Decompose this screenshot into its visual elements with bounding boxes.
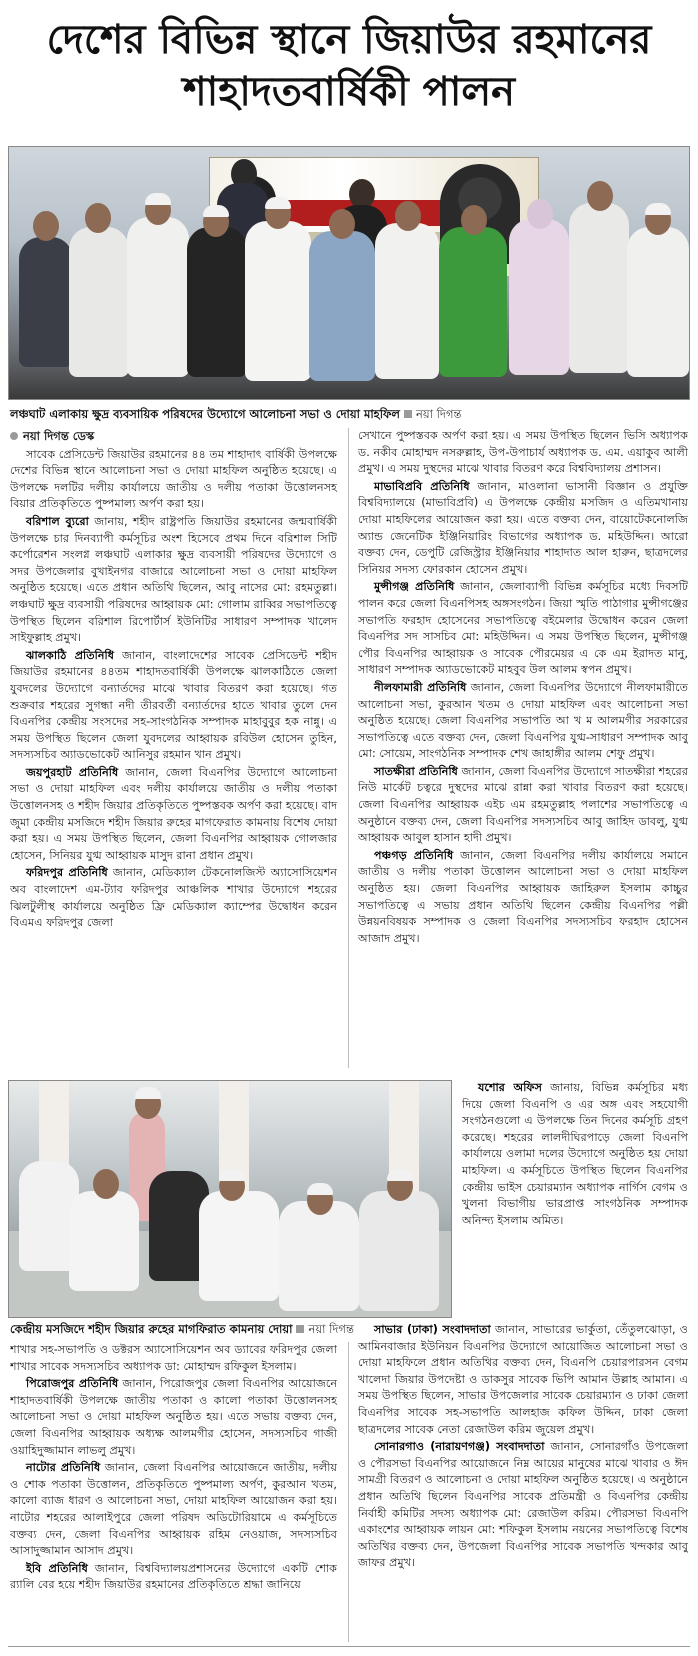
paragraph: ঝালকাঠি প্রতিনিধি জানান, বাংলাদেশের সাবেক প্রেসিডেন্ট শহীদ জিয়াউর রহমানের ৪৪তম শাহাদতবার্ষিকী উপলক্ষে ঝালকাঠিতে জেলা যুবদলের উদ্যোগে বন্যার্তদের মাঝে খাবার বিতরণ করা হয়েছে। গত শুক্রবার শহরের সুগন্ধা নদী তীরবর্তী বন্যার্তদের হাতে খাবার তুলে দেন বিএনপির কেন্দ্রীয় সংসদের সহ-সাংগঠনিক সম্পাদক মাহাবুবুর হক নান্নু। এ সময় উপস্থিত ছিলেন জেলা যুবদলের আহ্বায়ক রবিউল হোসেন তুহিন, সদস্যসচিব অ্যাডভোকেট আনিসুর রহমান খান প্রমুখ। (10, 648, 337, 762)
paragraph: নাটোর প্রতিনিধি জানান, জেলা বিএনপির আয়োজনে জাতীয়, দলীয় ও শোক পতাকা উত্তোলন, প্রতিকৃতিতে পুষ্পমাল্য অর্পণ, কুরআন খতম, কালো ব্যাজ ধারণ ও আলোচনা সভা, দোয়া মাহফিল আয়োজন করা হয়। নাটোর শহরের আলাইপুরে জেলা পরিষদ অডিটোরিয়ামে এ কর্মসূচিতে বক্তব্য দেন, জেলা বিএনপির আহ্বায়ক রহিম নেওয়াজ, সদস্যসচিব আসাদুজ্জামান আসাদ প্রমুখ। (10, 1461, 337, 1558)
headline (10, 14, 688, 118)
headline-line-2: শাহাদতবার্ষিকী পালন (182, 69, 516, 115)
paragraph: মুন্সীগঞ্জ প্রতিনিধি জানান, জেলাব্যাপী বিভিন্ন কর্মসূচির মধ্যে দিবসটি পালন করে জেলা বিএনপিসহ অঙ্গসংগঠন। জিয়া স্মৃতি পাঠাগার মুন্সীগঞ্জের সভাপতি ফরহাদ হোসেনের সভাপতিত্বে বইমেলার উদ্বোধন করেন জেলা বিএনপির সদ সাসচিব মো: মহিউদ্দিন। এ সময় উপস্থিত ছিলেন, মুন্সীগঞ্জ পৌর বিএনপির আহ্বায়ক ও সাবেক পৌরমেয়র এ কে এম ইরাদত মানু, সাধারণ সম্পাদক অ্যাডভোকেট মাহবুব উল আলম স্বপন প্রমুখ। (358, 580, 688, 677)
photo-mosque-prayer (8, 1080, 452, 1318)
column-divider (348, 1342, 349, 1642)
paragraph: বরিশাল ব্যুরো জানায়, শহীদ রাষ্ট্রপতি জিয়াউর রহমানের জন্মবার্ষিকী উপলক্ষে চার দিনব্যাপী কর্মসূচির অংশ হিসেবে প্রথম দিনে বরিশাল সিটি কর্পোরেশন সংলগ্ন লঞ্চঘাট এলাকার ক্ষুদ্র ব্যবসায়ী পরিষদের উদ্যোগে ও সদর উপজেলার বুখাইনগর বাজারে আলোচনা সভা ও দোয়া মাহফিল অনুষ্ঠিত হয়েছে। এতে প্রধান অতিথি ছিলেন, আবু নাসের মো: রহমতুল্লা। লঞ্চঘাট ক্ষুদ্র ব্যবসায়ী পরিষদের আহ্বায়ক মো: গোলাম রাব্বির সভাপতিত্বে উপস্থিত ছিলেন বরিশাল রিপোর্টার্স ইউনিটির সাধারণ সম্পাদক খালেদ সাইফুল্লাহ প্রমুখ। (10, 514, 337, 645)
paragraph: জয়পুরহাট প্রতিনিধি জানান, জেলা বিএনপির উদ্যোগে আলোচনা সভা ও দোয়া মাহফিল এবং দলীয় কার্যালয়ে জাতীয় ও দলীয় পতাকা উত্তোলনসহ ও শহীদ জিয়ার প্রতিকৃতিতে পুষ্পস্তবক অর্পণ করা হয়েছে। বাদ জুমা কেন্দ্রীয় মসজিদে শহীদ জিয়ার রুহের মাগফেরাত কামনায় বিশেষ দোয়া করা হয়। এ সময় উপস্থিত ছিলেন, জেলা বিএনপির আহ্বায়ক গোলজার হোসেন, সিনিয়র যুগ্ম আহ্বায়ক মাসুদ রানা প্রধান প্রমুখ। (10, 765, 337, 862)
paragraph: শাখার সহ-সভাপতি ও ডক্টরস অ্যাসোসিয়েশন অব ড্যাবের ফরিদপুর জেলা শাখার সাবেক সদস্যসচিব অধ্যাপক ডা: মোহাম্মদ রফিকুল ইসলাম। (10, 1343, 337, 1373)
paragraph: ফরিদপুর প্রতিনিধি জানান, মেডিক্যাল টেকনোলজিস্ট অ্যাসোসিয়েশন অব বাংলাদেশ এম-ট্যাব ফরিদপুর আঞ্চলিক শাখার উদ্যোগে শহরের ঝিলটুলীস্থ কার্যালয়ে অনুষ্ঠিত ফ্রি মেডিক্যাল ক্যাম্পের উদ্বোধন করেন বিএমএ ফরিদপুর জেলা (10, 866, 337, 930)
article-column-2-bottom (358, 1322, 688, 1642)
paragraph: পিরোজপুর প্রতিনিধি জানান, পিরোজপুর জেলা বিএনপির আয়োজনে শাহাদতবার্ষিকী উপলক্ষে জাতীয় পতাকা ও কালো পতাকা উত্তোলনসহ আলোচনা সভা ও দোয়া মাহফিল অনুষ্ঠিত হয়। এতে সভায় বক্তব্য দেন, জেলা বিএনপির আহ্বায়ক অধ্যক্ষ আলমগীর হোসেন, সদস্যসচিব গাজী ওয়াহিদুজ্জামান লাভলু প্রমুখ। (10, 1377, 337, 1457)
paragraph: সাবেক প্রেসিডেন্ট জিয়াউর রহমানের ৪৪ তম শাহাদাৎ বার্ষিকী উপলক্ষে দেশের বিভিন্ন স্থানে আলোচনা সভা ও দোয়া মাহফিল অনুষ্ঠিত হয়েছে। এ উপলক্ষে দলটির দলীয় কার্যালয়ে জাতীয় ও দলীয় পতাকা উত্তোলনসহ বিয়ার প্রতিকৃতিতে পুষ্পমাল্য অর্পণ করা হয়। (10, 447, 337, 511)
article-column-2-side (462, 1080, 688, 1320)
headline-line-1: দেশের বিভিন্ন স্থানে জিয়াউর রহমানের (46, 17, 652, 63)
paragraph: পঞ্চগড় প্রতিনিধি জানান, জেলা বিএনপির দলীয় কার্যালয়ে সমানে জাতীয় ও দলীয় পতাকা উত্তোলন আলোচনা সভা ও দোয়া মাহফিল অনুষ্ঠিত হয়। জেলা বিএনপির আহ্বায়ক জাহিরুল ইসলাম কাচ্চুর সভাপতিত্বে এ সভায় প্রধান অতিথি ছিলেন কেন্দ্রীয় বিএনপির পল্লী উন্নয়নবিষয়ক সম্পাদক ও জেলা বিএনপির সদস্যসচিব ফরহাদ হোসেন আজাদ প্রমুখ। (358, 848, 688, 945)
article-column-1 (10, 428, 337, 1076)
paragraph: সাতক্ষীরা প্রতিনিধি জানান, জেলা বিএনপির উদ্যোগে সাতক্ষীরা শহরের নিউ মার্কেট চত্বরে দুস্থদের মাঝে রান্না করা খাবার বিতরণ করা হয়েছে। জেলা বিএনপির আহ্বায়ক এইচ এম রহমতুল্লাহ পলাশের সভাপতিত্বে এ অনুষ্ঠানে বক্তব্য দেন, জেলা বিএনপির সদস্যসচিব আবু জাহিদ ডাবলু, যুগ্ম আহ্বায়ক আবুল হাসান হাদী প্রমুখ। (358, 764, 688, 845)
photo1-caption-text: লঞ্চঘাট এলাকায় ক্ষুদ্র ব্যবসায়িক পরিষদের উদ্যোগে আলোচনা সভা ও দোয়া মাহফিল (10, 407, 400, 421)
photo1-caption (10, 406, 690, 422)
column-divider (348, 428, 349, 1068)
paragraph: সোনারগাও (নারায়ণগঞ্জ) সংবাদদাতা জানান, সোনারগাঁও উপজেলা ও পৌরসভা বিএনপির আয়োজনে নিম্ন আয়ের মানুষের মাঝে খাবার ও ঈদ সামগ্রী বিতরণ ও আলোচনা ও দোয়া মাহফিল অনুষ্ঠিত হয়েছে। এ অনুষ্ঠানে প্রধান অতিথি ছিলেন বিএনপির সাবেক প্রতিমন্ত্রী ও বিএনপির কেন্দ্রীয় নির্বাহী কমিটির সদস্য অধ্যাপক মো: রেজাউল করিম। পৌরসভা বিএনপি একাংশের আহ্বায়ক লায়ন মো: শফিকুল ইসলাম নয়নের সভাপতিত্বে বিশেষ অতিথির বক্তব্য দেন, উপজেলা বিএনপির সাবেক সভাপতি খন্দকার আবু জাফর প্রমুখ। (358, 1440, 688, 1570)
article-column-1-bottom (10, 1342, 337, 1642)
desk-byline: নয়া দিগন্ত ডেস্ক (10, 428, 337, 445)
paragraph: মাভাবিপ্রবি প্রতিনিধি জানান, মাওলানা ভাসানী বিজ্ঞান ও প্রযুক্তি বিশ্ববিদ্যালয়ে (মাভাবিপ্রবি) এ উপলক্ষে কেন্দ্রীয় মসজিদ ও এতিমখানায় দোয়া মাহফিলের আয়োজন করা হয়। এতে বক্তব্য দেন, বায়োটেকনোলজি অ্যান্ড জেনেটিক ইঞ্জিনিয়ারিং বিভাগের অধ্যাপক ড. মহিউদ্দিন। আরো বক্তব্য দেন, ডেপুটি রেজিস্ট্রার ইঞ্জিনিয়ার শাহাদাত আল হারুন, ছাত্রদলের সিনিয়র সদস্য ফোরকান হোসেন প্রমুখ। (358, 479, 688, 576)
paragraph: ইবি প্রতিনিধি জানান, বিশ্ববিদ্যালয়প্রশাসনের উদ্যোগে একটি শোক র‍্যালি বের হয়ে শহীদ জিয়াউর রহমানের প্রতিকৃতিতে শ্রদ্ধা জানিয়ে (10, 1561, 337, 1592)
paragraph: সাভার (ঢাকা) সংবাদদাতা জানান, সাভারের ভার্কুতা, তেঁতুলঝোড়া, ও আমিনবাজার ইউনিয়ন বিএনপির উদ্যোগে আয়োজিত আলোচনা সভা ও দোয়া মাহফিলে প্রধান অতিথির বক্তব্য দেন, বিএনপি চেয়ারপারসন বেগম খালেদা জিয়ার উপদেষ্টা ও ডাকসুর সাবেক ভিপি আমান উল্লাহ আমান। এ সময় উপস্থিত ছিলেন, সাভার উপজেলার সাবেক চেয়ারম্যান ও ঢাকা জেলা বিএনপির সাবেক সহ-সভাপতি আলহাজ কফিল উদ্দিন, ঢাকা জেলা ছাত্রদলের সাবেক নেতা রেজাউল করিম জুয়েল প্রমুখ। (358, 1323, 688, 1436)
photo1-caption-source: নয়া দিগন্ত (416, 407, 462, 421)
photo2-caption-source: নয়া দিগন্ত (308, 1322, 354, 1336)
photo2-caption-text: কেন্দ্রীয় মসজিদে শহীদ জিয়ার রুহের মাগফিরাত কামনায় দোয়া (10, 1322, 293, 1336)
paragraph: সেখানে পুষ্পস্তবক অর্পণ করা হয়। এ সময় উপস্থিত ছিলেন ভিসি অধ্যাপক ড. নকীব মোহাম্মদ নসরুল্লাহ, উপ-উপাচার্য অধ্যাপক ড. এম. এয়াকুব আলী প্রমুখ। এ সময় দুস্থদের মাঝে খাবার বিতরণ করে বিশ্ববিদ্যালয় প্রশাসন। (358, 429, 688, 476)
bottom-rule (8, 1646, 690, 1647)
paragraph: নীলফামারী প্রতিনিধি জানান, জেলা বিএনপির উদ্যোগে নীলফামারীতে আলোচনা সভা, কুরআন খতম ও দোয়া মাহফিল এবং আলোচনা সভা অনুষ্ঠিত হয়েছে। জেলা বিএনপির সভাপতি আ খ ম আলমগীর সরকারের সভাপতিত্বে এতে বক্তব্য দেন, জেলা বিএনপির যুগ্ম-সাধারণ সম্পাদক আবু মো: সোয়েম, সাংগঠনিক সম্পাদক শেখ জাহাঙ্গীর আলম শেফু প্রমুখ। (358, 680, 688, 761)
paragraph: যশোর অফিস জানায়, বিভিন্ন কর্মসূচির মধ্য দিয়ে জেলা বিএনপি ও এর অঙ্গ এবং সহযোগী সংগঠনগুলো এ উপলক্ষে তিন দিনের কর্মসূচি গ্রহণ করেছে। শহরের লালদীঘিরপাড়ে জেলা বিএনপি কার্যালয়ে ওলামা দলের উদ্যোগে অনুষ্ঠিত হয় দোয়া মাহফিল। এ কর্মসূচিতে উপস্থিত ছিলেন বিএনপির কেন্দ্রীয় ভাইস চেয়ারম্যান অধ্যাপক নার্গিস বেগম ও খুলনা বিভাগীয় ভারপ্রাপ্ত সাংগঠনিক সম্পাদক অনিন্দ্য ইসলাম অমিত। (462, 1081, 688, 1227)
photo-gathering-prayer (8, 146, 690, 400)
